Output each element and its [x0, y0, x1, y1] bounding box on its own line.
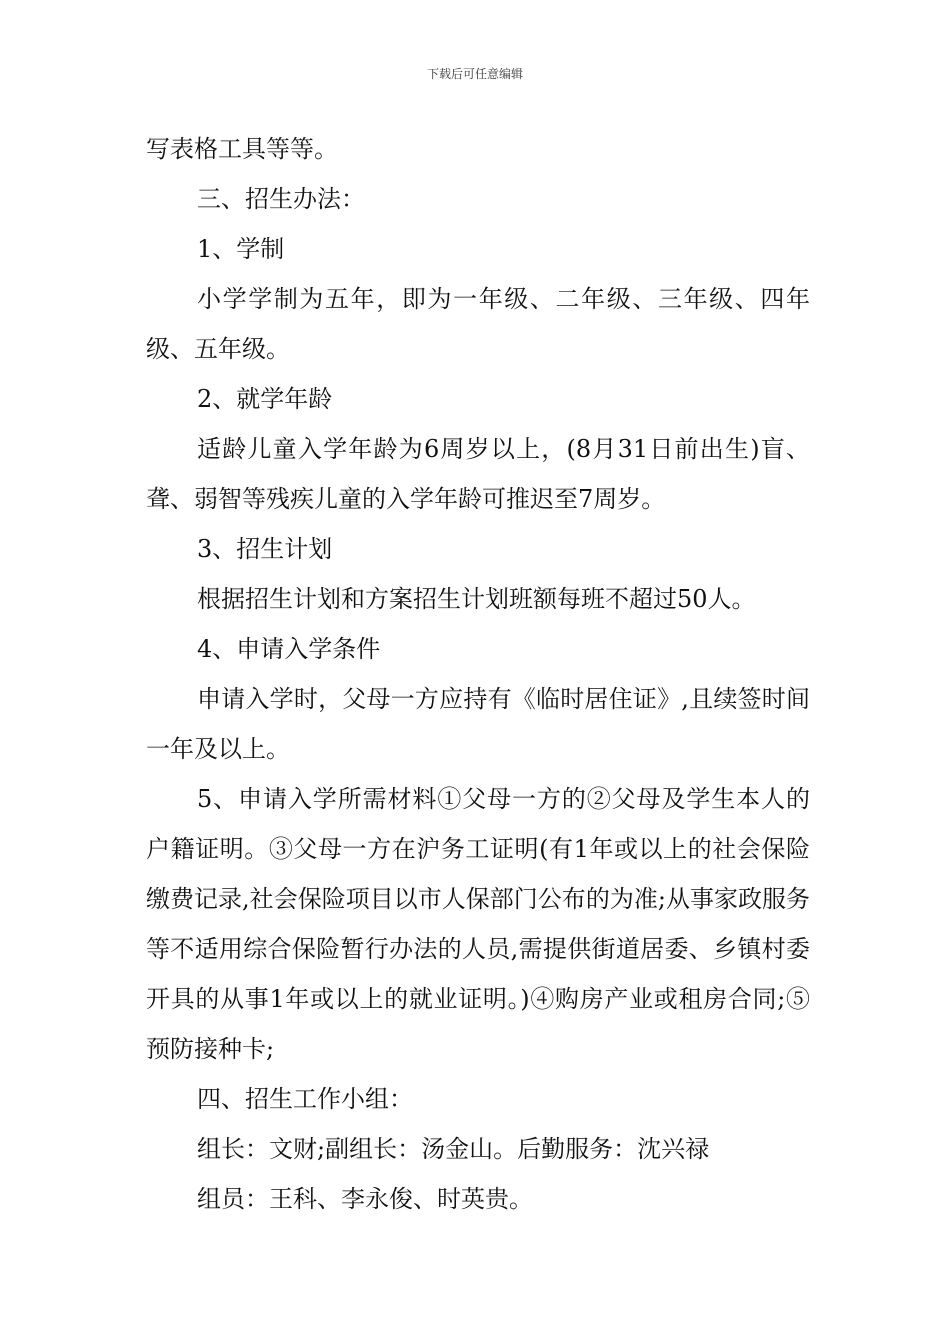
section-heading-working-group: 四、招生工作小组：	[197, 1085, 413, 1113]
subheading-enrollment-plan: 3、招生计划	[197, 535, 333, 563]
section-heading-enrollment-method: 三、招生办法：	[197, 185, 365, 213]
paragraph-group-leaders: 组长：文财;副组长：汤金山。后勤服务：沈兴禄	[197, 1135, 710, 1163]
subheading-admission-conditions: 4、申请入学条件	[197, 635, 381, 663]
page-header-note: 下载后可任意编辑	[426, 67, 523, 81]
document-body	[146, 124, 810, 1224]
paragraph: 小学学制为五年，即为一年级、二年级、三年级、四年级、五年级。	[146, 285, 810, 363]
paragraph: 申请入学时，父母一方应持有《临时居住证》,且续签时间一年及以上。	[146, 685, 810, 763]
paragraph-required-materials: 5、申请入学所需材料①父母一方的②父母及学生本人的户籍证明。③父母一方在沪务工证明(有1年或以上的社会保险缴费记录,社会保险项目以市人保部门公布的为准;从事家政服务等不适用综合保险暂行办法的人员,需提供街道居委、乡镇村委开具的从事1年或以上的就业证明。)④购房产业或租房合同;⑤ 预防接种卡;	[146, 785, 810, 1063]
paragraph: 适龄儿童入学年龄为6周岁以上，(8月31日前出生)盲、聋、弱智等残疾儿童的入学年龄可推迟至7周岁。	[146, 435, 810, 513]
paragraph: 写表格工具等等。	[146, 135, 338, 163]
subheading-school-age: 2、就学年龄	[197, 385, 333, 413]
subheading-school-system: 1、学制	[197, 235, 285, 263]
paragraph-group-members: 组员：王科、李永俊、时英贵。	[197, 1185, 533, 1213]
paragraph: 根据招生计划和方案招生计划班额每班不超过50人。	[197, 585, 756, 613]
